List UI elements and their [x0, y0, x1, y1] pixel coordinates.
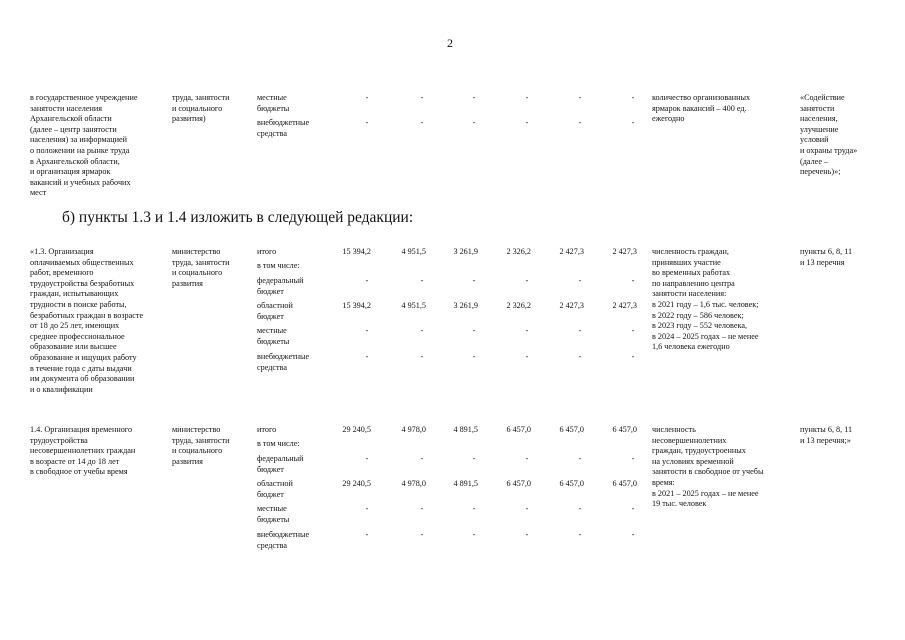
item14-value-cell: 4 891,5 [453, 425, 478, 434]
item13-value-cell: - [525, 326, 529, 335]
item13-row-label: областной бюджет [257, 301, 293, 321]
item14-row-label: внебюджетные средства [257, 530, 310, 550]
item13-value-cell: - [365, 326, 369, 335]
top-value-cell: - [420, 93, 424, 102]
item13-value-cell: - [525, 352, 529, 361]
top-value-cell: - [631, 93, 635, 102]
top-value-cell: - [472, 118, 476, 127]
item13-value-cell: - [420, 276, 424, 285]
item14-row-label: в том числе: [257, 439, 300, 448]
item14-value-cell: 4 978,0 [401, 479, 426, 488]
item14-reference: пункты 6, 8, 11 и 13 перечня;» [800, 425, 853, 445]
item14-row-label: местные бюджеты [257, 504, 290, 524]
item13-value-cell: 2 427,3 [612, 247, 637, 256]
item14-value-cell: 6 457,0 [612, 425, 637, 434]
item14-value-cell: - [631, 530, 635, 539]
item13-value-cell: - [631, 326, 635, 335]
item13-value-cell: 2 427,3 [559, 247, 584, 256]
item13-value-cell: - [525, 276, 529, 285]
top-value-cell: - [578, 118, 582, 127]
item14-value-cell: 6 457,0 [506, 479, 531, 488]
top-value-cell: - [525, 93, 529, 102]
item13-value-cell: 3 261,9 [453, 301, 478, 310]
item14-value-cell: - [472, 504, 476, 513]
item14-value-cell: 4 978,0 [401, 425, 426, 434]
item13-value-cell: - [472, 276, 476, 285]
item14-value-cell: 29 240,5 [342, 425, 371, 434]
top-value-cell: - [420, 118, 424, 127]
item13-value-cell: - [365, 276, 369, 285]
item14-value-cell: 6 457,0 [506, 425, 531, 434]
item14-value-cell: - [525, 454, 529, 463]
item14-value-cell: - [631, 454, 635, 463]
top-value-cell: - [525, 118, 529, 127]
item14-value-cell: - [578, 504, 582, 513]
item14-value-cell: - [365, 530, 369, 539]
top-reference: «Содействие занятости населения, улучшение условий и охраны труда» (далее – перечень)»; [800, 93, 858, 177]
item14-value-cell: - [472, 454, 476, 463]
item13-value-cell: - [472, 326, 476, 335]
item14-value-cell: - [525, 504, 529, 513]
item14-value-cell: 4 891,5 [453, 479, 478, 488]
item14-value-cell: - [365, 504, 369, 513]
top-description: в государственное учреждение занятости населения Архангельской области (далее – центр занятости населения) за информацией о положении на рынке труда в Архангельской области, и организация ярмарок вакансий и учебных рабочих мест [30, 93, 138, 198]
item13-row-label: в том числе: [257, 261, 300, 270]
item13-value-cell: 4 951,5 [401, 301, 426, 310]
item13-value-cell: 15 394,2 [342, 247, 371, 256]
item13-row-label: итого [257, 247, 277, 256]
item14-value-cell: - [420, 530, 424, 539]
item13-value-cell: 2 326,2 [506, 247, 531, 256]
item14-value-cell: - [631, 504, 635, 513]
item14-row-label: областной бюджет [257, 479, 293, 499]
item13-value-cell: - [365, 352, 369, 361]
item14-value-cell: 6 457,0 [559, 425, 584, 434]
item13-value-cell: 2 427,3 [559, 301, 584, 310]
item14-value-cell: - [578, 454, 582, 463]
item13-value-cell: - [631, 276, 635, 285]
top-value-cell: - [631, 118, 635, 127]
item13-description: «1.3. Организация оплачиваемых общественных работ, временного трудоустройства безработных граждан, испытывающих трудности в поиске работы, безработных граждан в возрасте от 18 до 25 лет, имеющих среднее профессиональное образование или высшее образование и ищущих работу в течение года с даты выдачи им документа об образовании и о квалификации [30, 247, 144, 394]
item14-responsible: министерство труда, занятости и социального развития [172, 425, 230, 466]
top-value-cell: - [472, 93, 476, 102]
item13-value-cell: 2 427,3 [612, 301, 637, 310]
item14-description: 1.4. Организация временного трудоустройства несовершеннолетних граждан в возрасте от 14 до 18 лет в свободное от учебы время [30, 425, 136, 477]
top-value-cell: - [578, 93, 582, 102]
item13-responsible: министерство труда, занятости и социального развития [172, 247, 230, 288]
top-value-cell: - [365, 118, 369, 127]
item14-value-cell: - [365, 454, 369, 463]
item13-value-cell: - [472, 352, 476, 361]
top-result: количество организованных ярмарок вакансий – 400 ед. ежегодно [652, 93, 751, 124]
item13-value-cell: - [631, 352, 635, 361]
item13-row-label: местные бюджеты [257, 326, 290, 346]
item14-value-cell: 29 240,5 [342, 479, 371, 488]
item13-value-cell: - [578, 326, 582, 335]
top-responsible: труда, занятости и социального развития) [172, 93, 230, 124]
top-row-label: местные бюджеты [257, 93, 290, 113]
top-value-cell: - [365, 93, 369, 102]
item13-reference: пункты 6, 8, 11 и 13 перечня [800, 247, 853, 267]
item13-row-label: федеральный бюджет [257, 276, 304, 296]
section-heading: б) пункты 1.3 и 1.4 изложить в следующей редакции: [62, 209, 414, 226]
item13-value-cell: 3 261,9 [453, 247, 478, 256]
item13-value-cell: - [578, 276, 582, 285]
item14-row-label: итого [257, 425, 277, 434]
top-row-label: внебюджетные средства [257, 118, 310, 138]
item13-value-cell: 2 326,2 [506, 301, 531, 310]
item14-value-cell: 6 457,0 [612, 479, 637, 488]
item13-value-cell: - [578, 352, 582, 361]
item14-value-cell: - [420, 454, 424, 463]
item14-value-cell: 6 457,0 [559, 479, 584, 488]
item13-value-cell: - [420, 326, 424, 335]
item13-result: численность граждан, принявших участие во временных работах по направлению центра занятости населения: в 2021 году – 1,6 тыс. человек; в 2022 году – 586 человек; в 2023 году – 552 человека, в 2024 – 2025 годах – не менее 1,6 человека ежегодно [652, 247, 759, 352]
item14-result: численность несовершеннолетних граждан, трудоустроенных на условиях временной занятости в свободное от учебы время: в 2021 – 2025 годах – не менее 19 тыс. человек [652, 425, 764, 509]
item13-row-label: внебюджетные средства [257, 352, 310, 372]
item14-value-cell: - [420, 504, 424, 513]
item14-value-cell: - [472, 530, 476, 539]
item13-value-cell: - [420, 352, 424, 361]
item13-value-cell: 4 951,5 [401, 247, 426, 256]
item13-value-cell: 15 394,2 [342, 301, 371, 310]
item14-row-label: федеральный бюджет [257, 454, 304, 474]
item14-value-cell: - [578, 530, 582, 539]
page-number: 2 [447, 36, 453, 50]
item14-value-cell: - [525, 530, 529, 539]
